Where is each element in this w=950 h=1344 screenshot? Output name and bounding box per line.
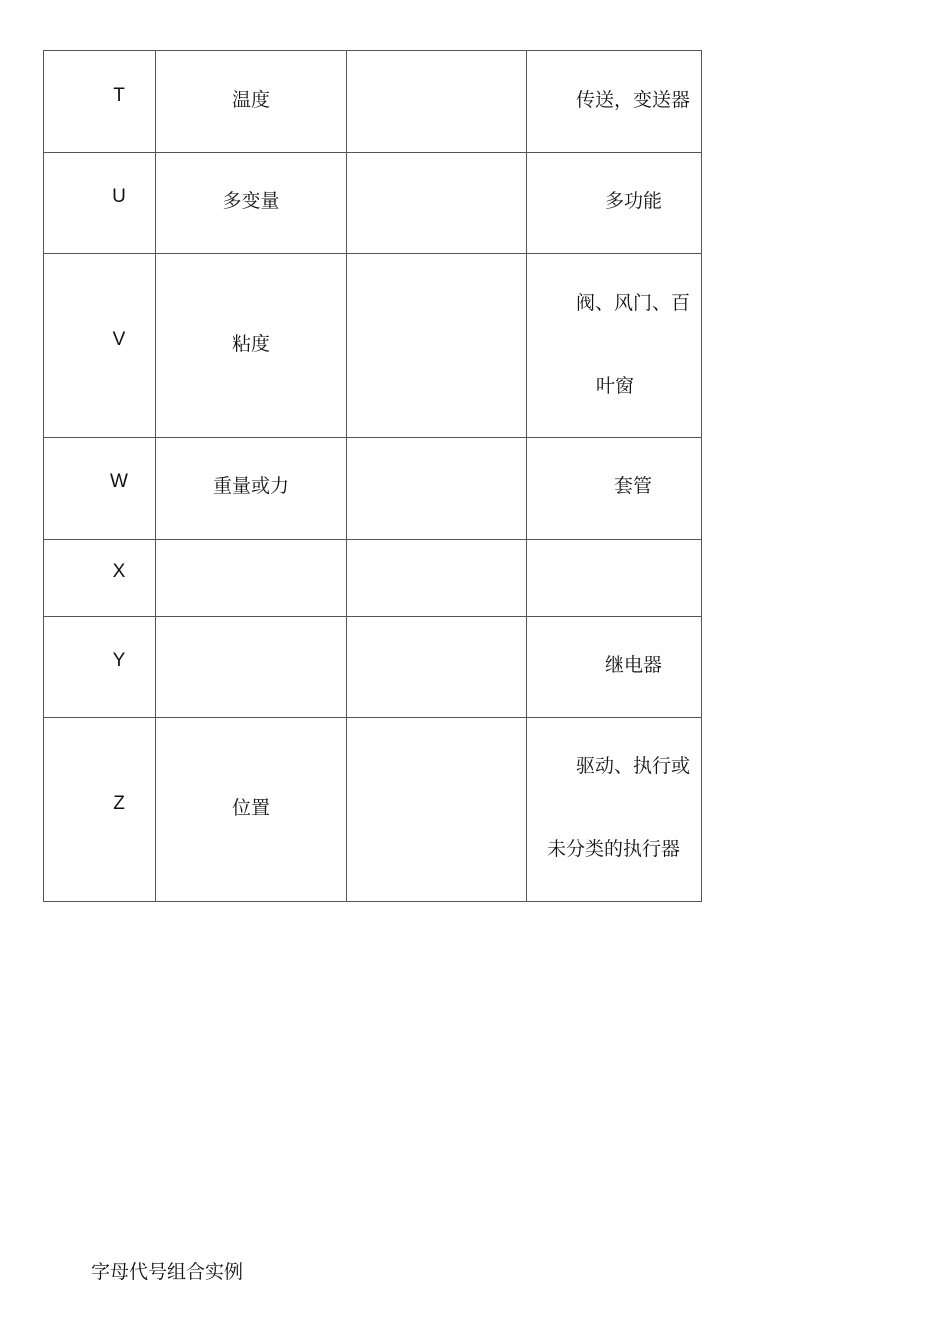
modifier-cell: [347, 617, 527, 718]
letter-code: W: [110, 471, 128, 492]
letter-cell: [44, 718, 156, 902]
modifier-cell: [347, 718, 527, 902]
letter-cell: [44, 51, 156, 153]
measured-variable: 位置: [231, 797, 270, 819]
meaning-cell: [156, 718, 347, 902]
function-text: 套管: [614, 475, 653, 497]
function-text-line-1: 驱动、执行或: [576, 755, 691, 777]
meaning-cell: [156, 617, 347, 718]
modifier-cell: [347, 254, 527, 438]
letter-code: T: [113, 85, 125, 106]
table-row: [44, 51, 702, 153]
function-cell: [527, 153, 702, 254]
function-cell: [527, 540, 702, 617]
table-row: [44, 153, 702, 254]
function-cell: [527, 51, 702, 153]
letter-cell: [44, 617, 156, 718]
function-cell: [527, 438, 702, 540]
measured-variable: 多变量: [222, 190, 280, 212]
table-row: [44, 718, 702, 902]
function-text-line-2: 叶窗: [596, 375, 635, 397]
section-caption: 字母代号组合实例: [91, 1261, 244, 1283]
measured-variable: 重量或力: [212, 475, 289, 497]
modifier-cell: [347, 438, 527, 540]
modifier-cell: [347, 540, 527, 617]
function-text: 继电器: [605, 654, 663, 676]
function-cell: [527, 254, 702, 438]
function-text-line-2: 未分类的执行器: [547, 838, 681, 860]
letter-code: U: [112, 186, 126, 207]
meaning-cell: [156, 153, 347, 254]
table-row: [44, 254, 702, 438]
meaning-cell: [156, 540, 347, 617]
function-cell: [527, 718, 702, 902]
letter-cell: [44, 153, 156, 254]
table-row: [44, 438, 702, 540]
meaning-cell: [156, 254, 347, 438]
modifier-cell: [347, 51, 527, 153]
meaning-cell: [156, 51, 347, 153]
table-row: [44, 540, 702, 617]
letter-code: Z: [113, 793, 125, 814]
function-text: 传送，变送器: [576, 89, 691, 111]
function-cell: [527, 617, 702, 718]
function-text: 多功能: [605, 190, 663, 212]
measured-variable: 粘度: [231, 333, 270, 355]
letter-code: V: [112, 329, 126, 350]
function-text-line-1: 阀、风门、百: [576, 292, 691, 314]
letter-cell: [44, 254, 156, 438]
table-row: [44, 617, 702, 718]
letter-code-table: [43, 50, 702, 902]
letter-cell: [44, 540, 156, 617]
letter-code: X: [112, 561, 126, 582]
meaning-cell: [156, 438, 347, 540]
measured-variable: 温度: [231, 89, 270, 111]
modifier-cell: [347, 153, 527, 254]
letter-code: Y: [112, 650, 126, 671]
letter-cell: [44, 438, 156, 540]
